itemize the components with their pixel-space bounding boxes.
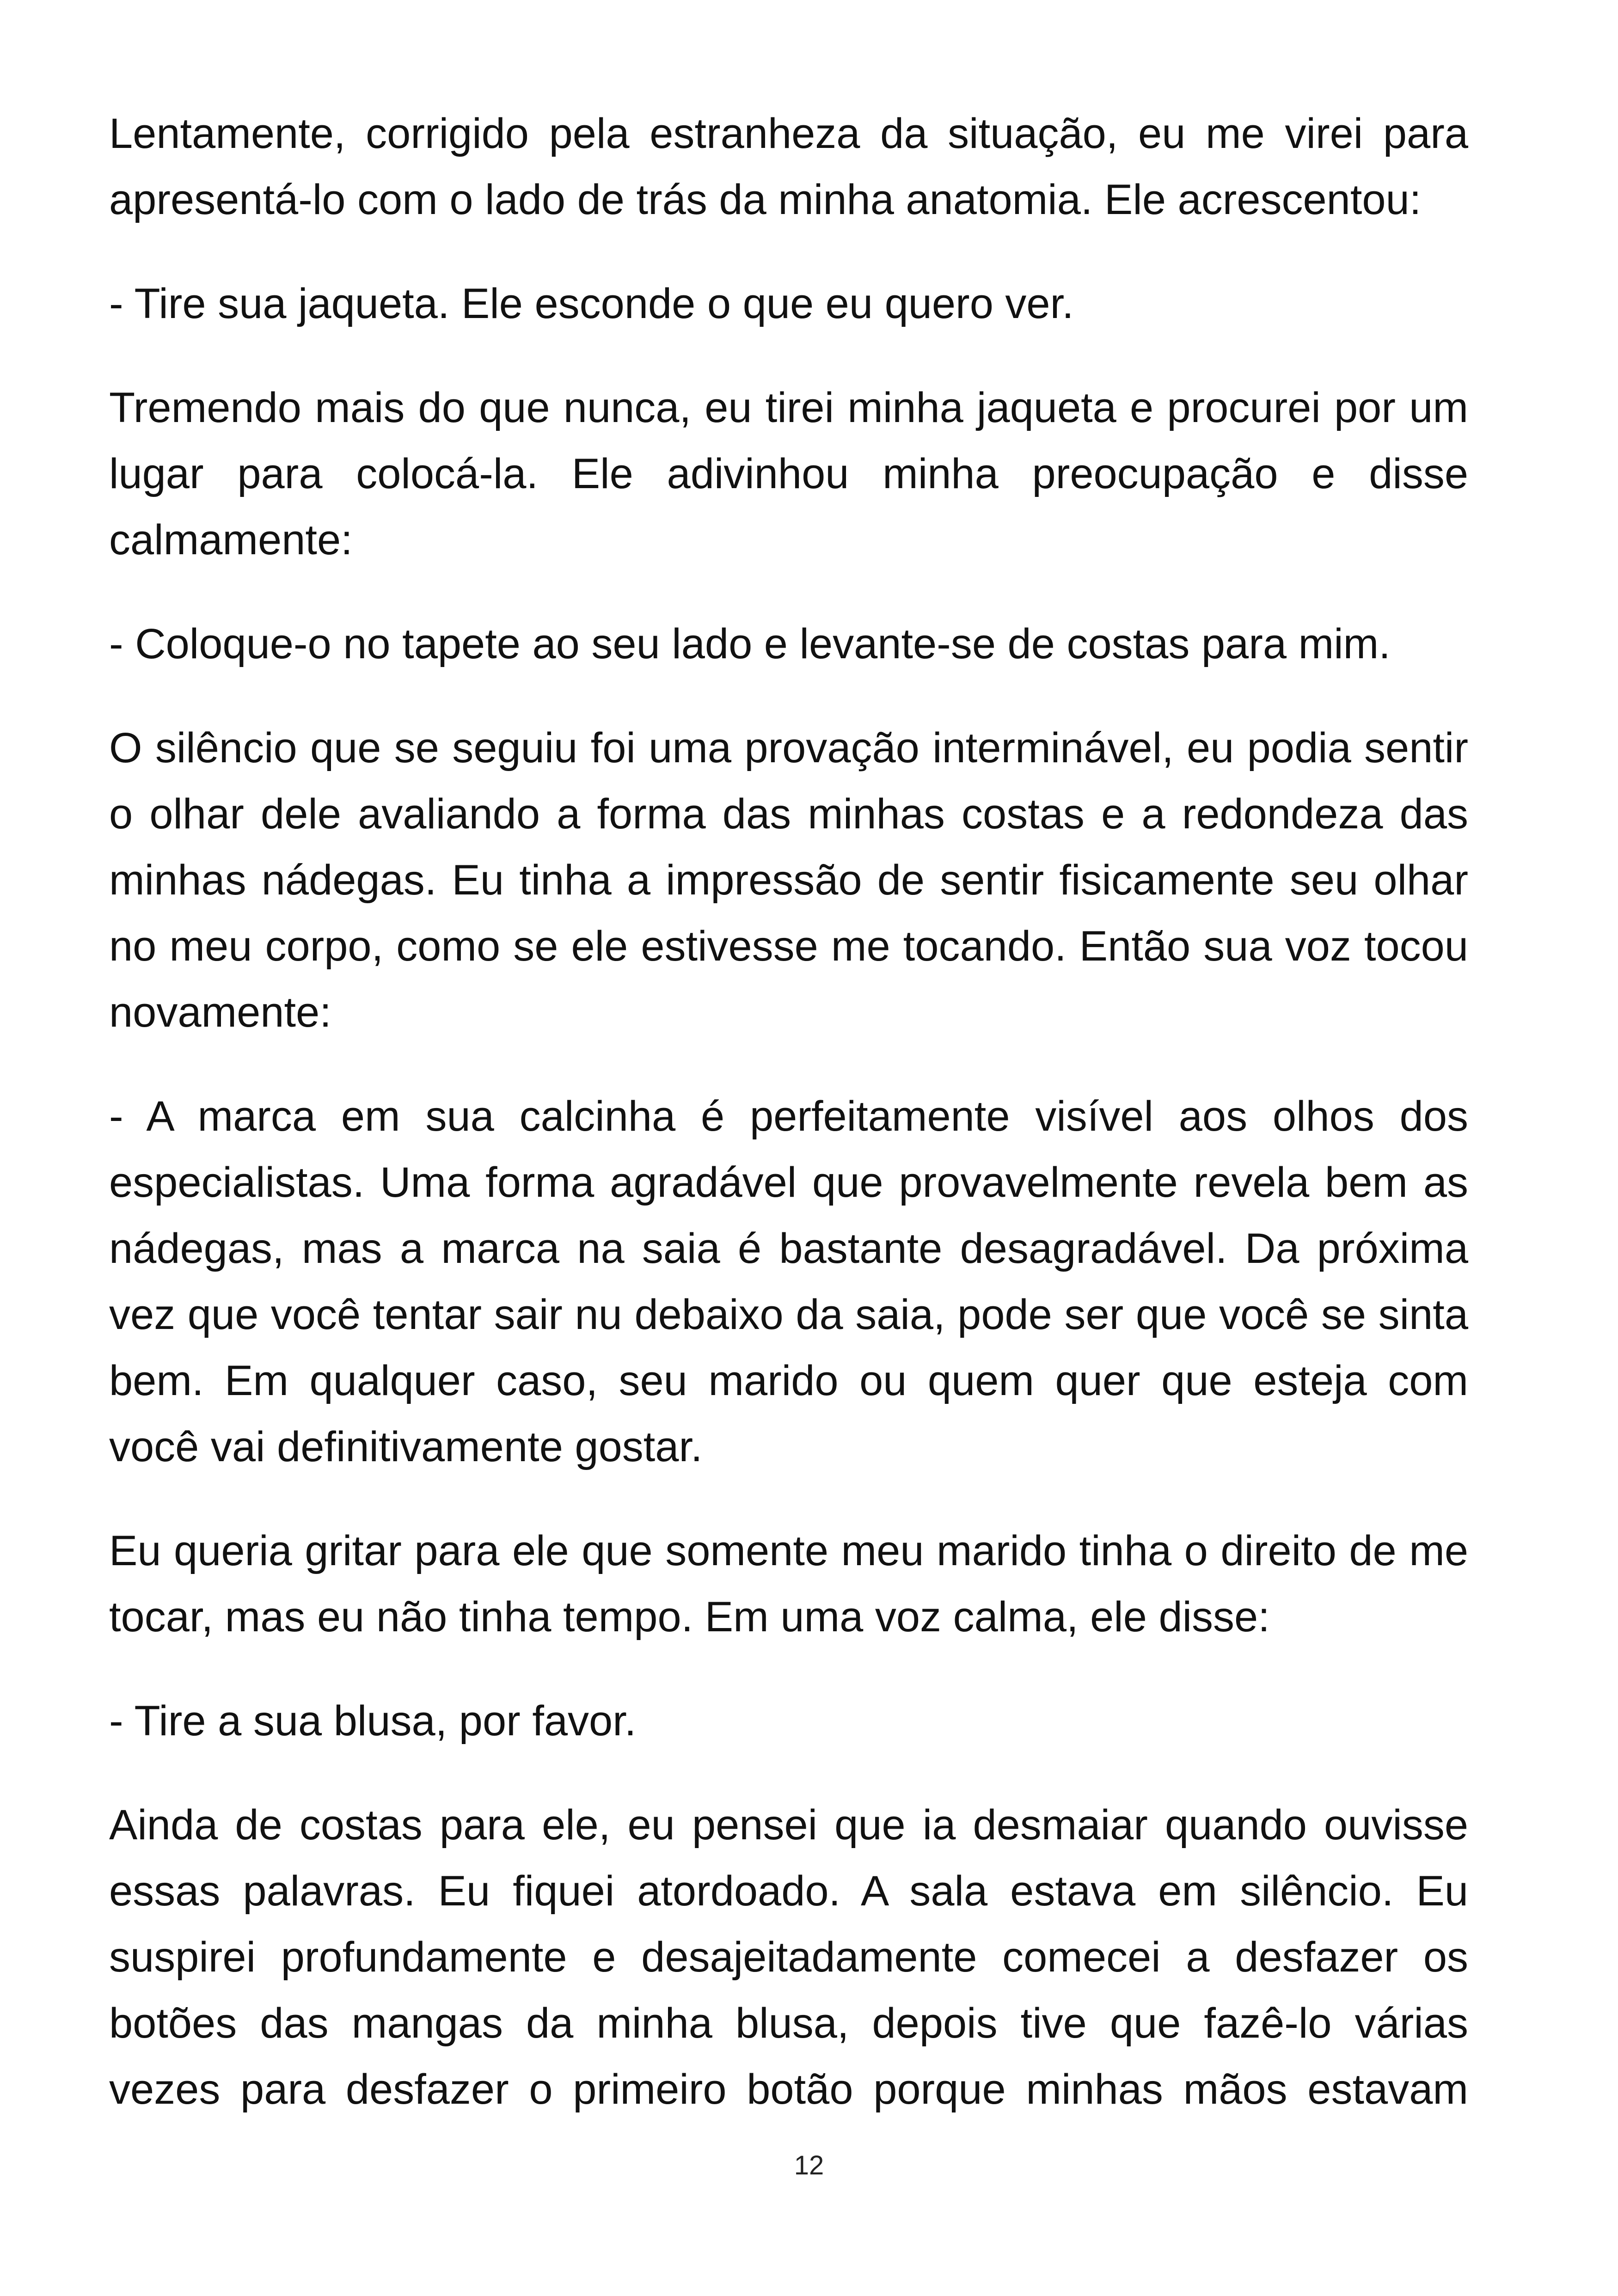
paragraph-2: - Tire sua jaqueta. Ele esconde o que eu quero ver.: [109, 280, 1074, 327]
paragraph-7: Eu queria gritar para ele que somente meu marido tinha o direito de me tocar, mas eu não tinha tempo. Em uma voz calma, ele disse:: [109, 1527, 1468, 1641]
paragraph-1: Lentamente, corrigido pela estranheza da situação, eu me virei para apresentá-lo com o lado de trás da minha anatomia. Ele acrescentou:: [109, 110, 1468, 223]
paragraph-8: - Tire a sua blusa, por favor.: [109, 1697, 637, 1745]
page-number: 12: [794, 2150, 824, 2180]
paragraph-9: Ainda de costas para ele, eu pensei que ia desmaiar quando ouvisse essas palavras. Eu fiquei atordoado. A sala estava em silêncio. Eu suspirei profundamente e desajeitadamente comecei a desfazer os botões das mangas da minha blusa, depois tive que fazê-lo várias vezes para desfazer o primeiro botão porque minhas mãos estavam: [109, 1801, 1468, 2113]
paragraph-6: - A marca em sua calcinha é perfeitamente visível aos olhos dos especialistas. Uma forma agradável que provavelmente revela bem as nádegas, mas a marca na saia é bastante desagradável. Da próxima vez que você tentar sair nu debaixo da saia, pode ser que você se sinta bem. Em qualquer caso, seu marido ou quem quer que esteja com você vai definitivamente gostar.: [109, 1093, 1468, 1470]
paragraph-5: O silêncio que se seguiu foi uma provação interminável, eu podia sentir o olhar dele avaliando a forma das minhas costas e a redondeza das minhas nádegas. Eu tinha a impressão de sentir fisicamente seu olhar no meu corpo, como se ele estivesse me tocando. Então sua voz tocou novamente:: [109, 724, 1468, 1036]
paragraph-4: - Coloque-o no tapete ao seu lado e levante-se de costas para mim.: [109, 620, 1391, 667]
body-text: [109, 101, 1468, 2123]
paragraph-3: Tremendo mais do que nunca, eu tirei minha jaqueta e procurei por um lugar para colocá-la. Ele adivinhou minha preocupação e disse calmamente:: [109, 384, 1468, 563]
